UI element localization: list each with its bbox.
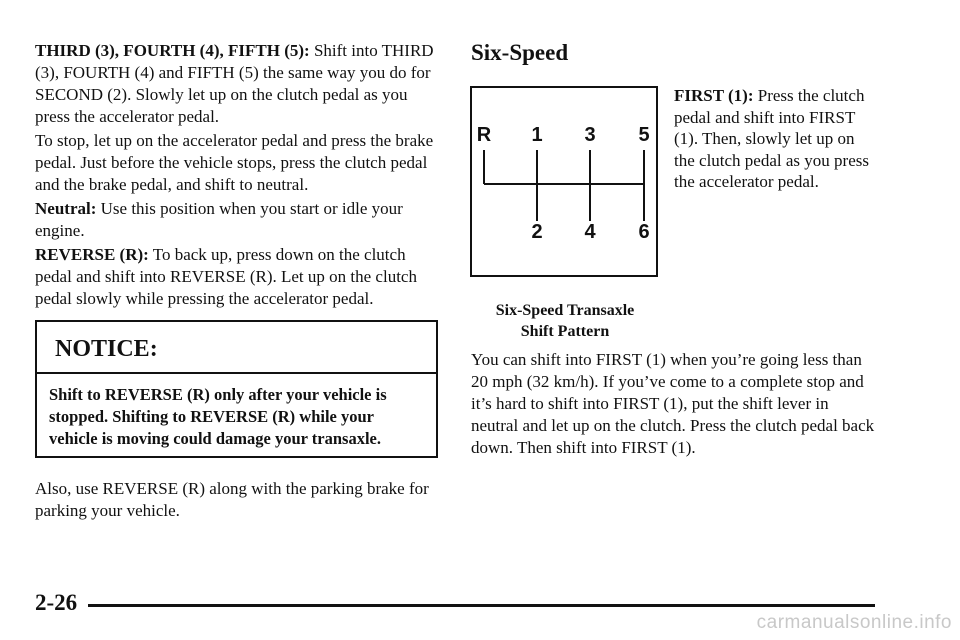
notice-title: NOTICE: xyxy=(37,322,436,374)
third-fourth-fifth-text: Shift into THIRD (3), FOURTH (4) and FIFTH (5) the same way you do for SECOND (2). Slowly let up on the clutch pedal as you press the accelerator pedal. xyxy=(35,41,434,126)
first-label: FIRST (1): xyxy=(674,86,754,105)
first-text: Press the clutch pedal and shift into FIRST (1). Then, slowly let up on the clutch pedal as you press the accelerator pedal. xyxy=(674,86,869,191)
paragraph-neutral xyxy=(35,198,440,242)
footer-rule xyxy=(88,604,875,607)
paragraph-third-fourth-fifth xyxy=(35,40,440,128)
gear-label-3: 3 xyxy=(584,124,596,146)
paragraph-to-stop: To stop, let up on the accelerator pedal and press the brake pedal. Just before the vehicle stops, press the clutch pedal and the brake pedal, and shift to neutral. xyxy=(35,131,434,194)
gear-label-4: 4 xyxy=(584,221,596,243)
paragraph-first-gear-speed: You can shift into FIRST (1) when you’re going less than 20 mph (32 km/h). If you’ve come to a complete stop and it’s hard to shift into FIRST (1), put the shift lever in neutral and let up on the clutch. Press the clutch pedal back down. Then shift into FIRST (1). xyxy=(471,350,875,457)
watermark: carmanualsonline.info xyxy=(756,612,952,633)
shift-pattern-diagram xyxy=(470,86,658,277)
gear-label-reverse: R xyxy=(476,124,492,146)
neutral-label: Neutral: xyxy=(35,199,97,218)
diagram-caption xyxy=(470,300,660,342)
notice-box xyxy=(35,320,438,458)
paragraph-reverse xyxy=(35,244,440,310)
reverse-label: REVERSE (R): xyxy=(35,245,149,264)
third-fourth-fifth-label: THIRD (3), FOURTH (4), FIFTH (5): xyxy=(35,41,310,60)
gear-label-5: 5 xyxy=(638,124,650,146)
diagram-caption-line1: Six-Speed Transaxle xyxy=(495,302,635,319)
notice-text: Shift to REVERSE (R) only after your vehicle is stopped. Shifting to REVERSE (R) while your vehicle is moving could damage your transaxle. xyxy=(49,385,387,448)
paragraph-parking: Also, use REVERSE (R) along with the parking brake for parking your vehicle. xyxy=(35,479,429,520)
shift-pattern-lines xyxy=(472,88,658,277)
diagram-caption-line2: Shift Pattern xyxy=(520,323,610,340)
page-number: 2-26 xyxy=(35,590,78,615)
gear-label-6: 6 xyxy=(638,221,650,243)
gear-label-2: 2 xyxy=(531,221,543,243)
gear-label-1: 1 xyxy=(531,124,543,146)
neutral-text: Use this position when you start or idle your engine. xyxy=(35,199,403,240)
reverse-text: To back up, press down on the clutch pedal and shift into REVERSE (R). Let up on the clutch pedal slowly while pressing the accelerator pedal. xyxy=(35,245,417,308)
paragraph-first xyxy=(674,85,874,193)
section-title: Six-Speed xyxy=(471,40,569,65)
